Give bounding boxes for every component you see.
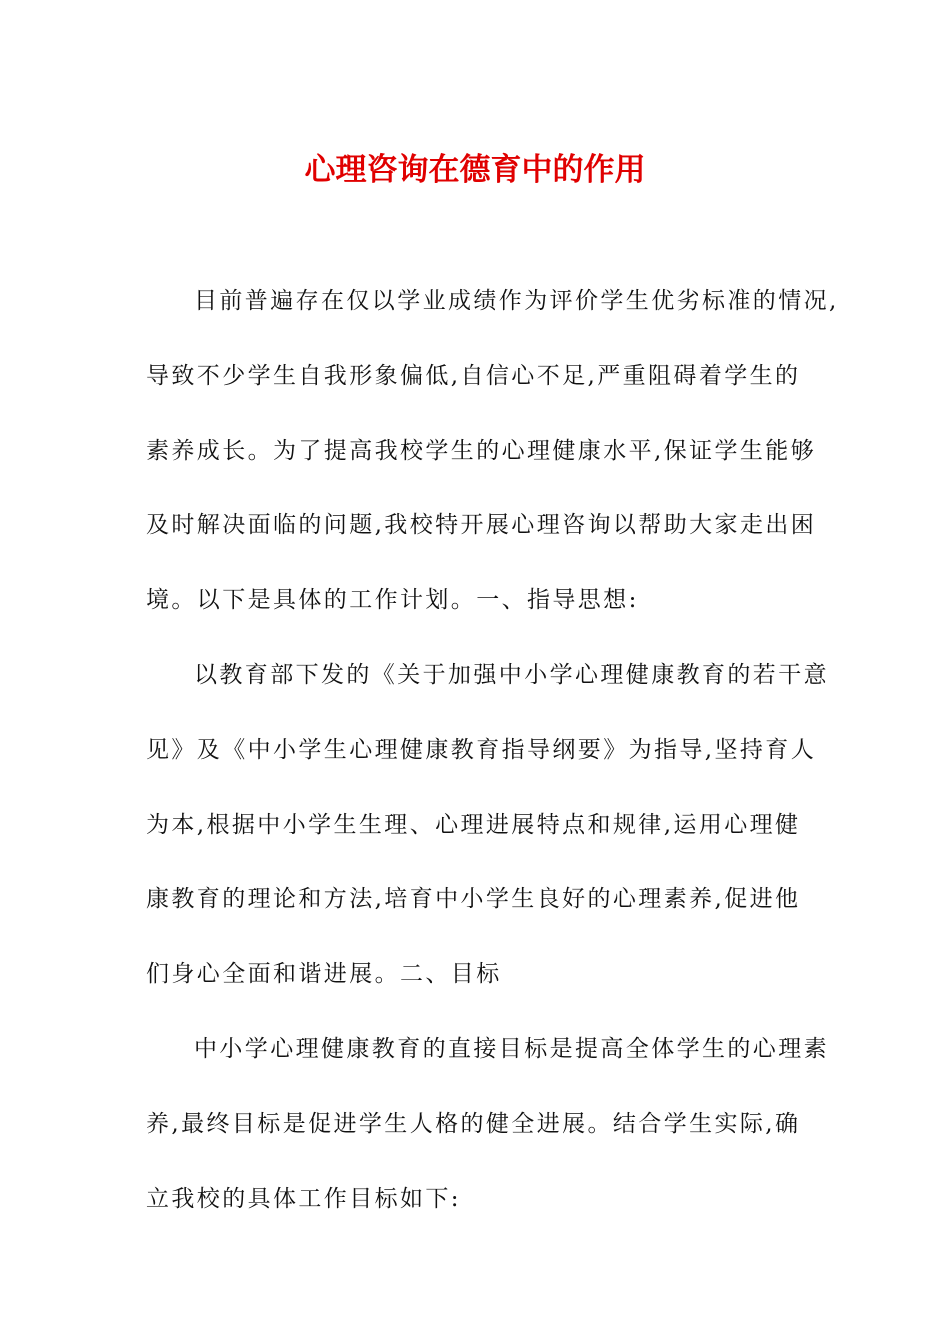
text-line: 目前普遍存在仅以学业成绩作为评价学生优劣标准的情况, (194, 288, 839, 314)
text-line: 素养成长。为了提高我校学生的心理健康水平,保证学生能够 (146, 437, 817, 464)
document-body (146, 280, 839, 1252)
paragraph-goals (146, 1028, 829, 1252)
text-line: 养,最终目标是促进学生人格的健全进展。结合学生实际,确 (146, 1110, 801, 1137)
text-line: 境。以下是具体的工作计划。一、指导思想: (146, 587, 639, 614)
text-line: 以教育部下发的《关于加强中小学心理健康教育的若干意 (194, 661, 829, 688)
text-line: 为本,根据中小学生生理、心理进展特点和规律,运用心理健 (146, 811, 801, 838)
document-title: 心理咨询在德育中的作用 (304, 152, 646, 188)
text-line: 及时解决面临的问题,我校特开展心理咨询以帮助大家走出困 (146, 512, 817, 539)
text-line: 立我校的具体工作目标如下: (146, 1185, 461, 1212)
text-line: 导致不少学生自我形象偏低,自信心不足,严重阻碍着学生的 (146, 362, 801, 389)
paragraph-guiding-intro (146, 280, 839, 654)
text-line: 们身心全面和谐进展。二、目标 (146, 961, 502, 988)
text-line: 见》及《中小学生心理健康教育指导纲要》为指导,坚持育人 (146, 736, 817, 763)
text-line: 中小学心理健康教育的直接目标是提高全体学生的心理素 (194, 1035, 829, 1062)
paragraph-guiding-thought (146, 654, 829, 1028)
text-line: 康教育的理论和方法,培育中小学生良好的心理素养,促进他 (146, 886, 801, 913)
